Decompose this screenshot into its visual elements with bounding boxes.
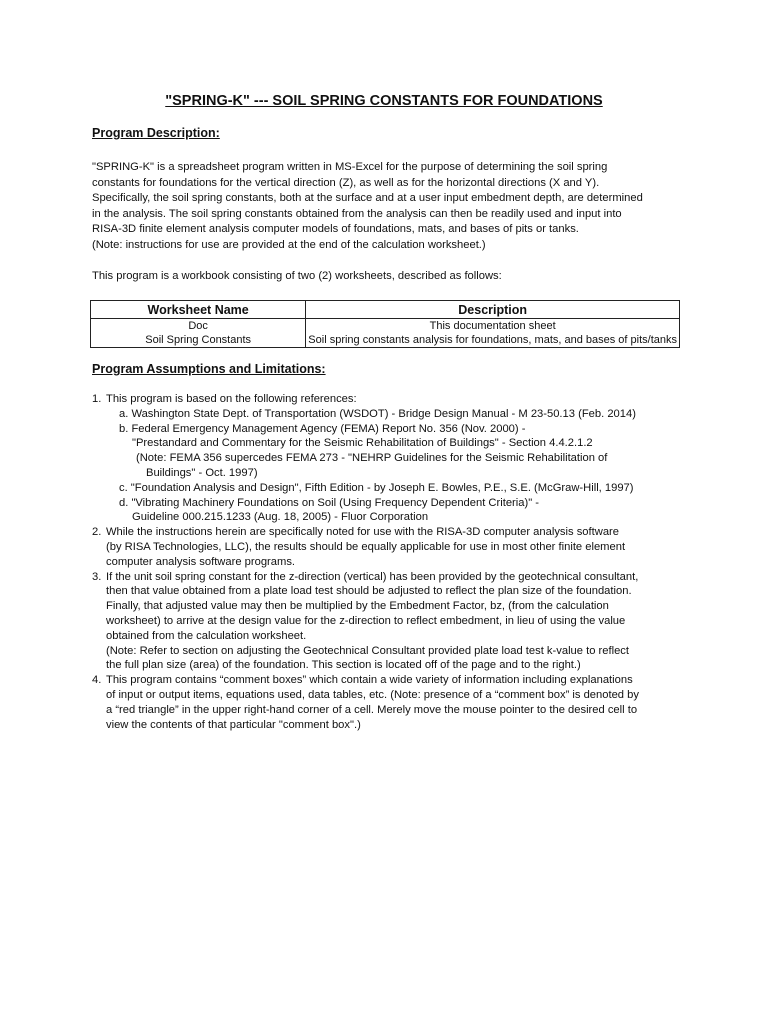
worksheet-table xyxy=(90,300,680,348)
worksheet-name-cell: Doc xyxy=(91,319,306,334)
description-line: Specifically, the soil spring constants, both at the surface and at a user input embedment depth, are determined xyxy=(92,192,643,204)
list-item-number: 3. xyxy=(92,570,102,583)
description-line: "SPRING-K" is a spreadsheet program written in MS-Excel for the purpose of determining the soil spring xyxy=(92,161,608,173)
list-item-text: a “red triangle” in the upper right-hand corner of a cell. Merely move the mouse pointer to the desired cell to xyxy=(106,703,638,716)
description-line: RISA-3D finite element analysis computer models of foundations, mats, and bases of pits or tanks. xyxy=(92,223,579,235)
list-item-text: If the unit soil spring constant for the z-direction (vertical) has been provided by the geotechnical consultant, xyxy=(106,570,639,583)
assumptions-heading: Program Assumptions and Limitations: xyxy=(92,362,326,376)
program-description-paragraph xyxy=(92,160,643,253)
list-item-text: (by RISA Technologies, LLC), the results should be equally applicable for use in most other finite element xyxy=(106,540,626,553)
list-item-text: (Note: FEMA 356 supercedes FEMA 273 - "NEHRP Guidelines for the Seismic Rehabilitation of xyxy=(136,452,608,465)
table-header-row xyxy=(91,301,680,319)
list-item-text: then that value obtained from a plate load test should be adjusted to reflect the plan size of the foundation. xyxy=(106,585,632,598)
worksheet-description-cell: This documentation sheet xyxy=(306,319,680,334)
list-item-text: computer analysis software programs. xyxy=(106,555,296,568)
list-item-number: 1. xyxy=(92,393,102,405)
program-description-heading: Program Description: xyxy=(92,126,220,140)
list-item-text: Guideline 000.215.1233 (Aug. 18, 2005) - Fluor Corporation xyxy=(132,511,429,524)
list-item-text: worksheet) to arrive at the design value for the z-direction to reflect embedment, in lieu of using the value xyxy=(106,614,626,627)
list-item-text: This program contains “comment boxes” which contain a wide variety of information including explanations xyxy=(106,674,633,687)
worksheet-name-cell: Soil Spring Constants xyxy=(91,333,306,348)
list-item-number: 2. xyxy=(92,526,102,539)
list-item-text: This program is based on the following references: xyxy=(106,393,357,405)
list-item-text: the full plan size (area) of the foundation. This section is located off of the page and to the right.) xyxy=(106,659,581,672)
list-item-text: Buildings" - Oct. 1997) xyxy=(146,466,258,479)
document-title: "SPRING-K" --- SOIL SPRING CONSTANTS FOR FOUNDATIONS xyxy=(165,93,603,109)
list-item-text: c. "Foundation Analysis and Design", Fifth Edition - by Joseph E. Bowles, P.E., S.E. (McGraw-Hill, 1997) xyxy=(119,481,634,494)
list-item-text: view the contents of that particular "comment box".) xyxy=(106,718,361,731)
table-row xyxy=(91,319,680,334)
description-line: constants for foundations for the vertical direction (Z), as well as for the horizontal directions (X and Y). xyxy=(92,176,600,189)
list-item-text: (Note: Refer to section on adjusting the Geotechnical Consultant provided plate load test k-value to reflect xyxy=(106,644,630,657)
list-item-text: Finally, that adjusted value may then be multiplied by the Embedment Factor, bz, (from the calculation xyxy=(106,600,609,613)
table-row xyxy=(91,333,680,348)
workbook-intro-line: This program is a workbook consisting of two (2) worksheets, described as follows: xyxy=(92,270,502,282)
description-line: in the analysis. The soil spring constants obtained from the analysis can then be readily used and input into xyxy=(92,207,622,220)
list-item-text: a. Washington State Dept. of Transportation (WSDOT) - Bridge Design Manual - M 23-50.13 (Feb. 2014) xyxy=(119,407,636,420)
list-item-text: While the instructions herein are specifically noted for use with the RISA-3D computer analysis software xyxy=(106,526,619,539)
column-header-worksheet-name: Worksheet Name xyxy=(91,301,306,319)
list-item-text: "Prestandard and Commentary for the Seismic Rehabilitation of Buildings" - Section 4.4.2.1.2 xyxy=(132,437,593,450)
worksheet-description-cell: Soil spring constants analysis for foundations, mats, and bases of pits/tanks xyxy=(306,333,680,348)
list-item-number: 4. xyxy=(92,674,102,687)
list-item-text: obtained from the calculation worksheet. xyxy=(106,629,307,642)
description-line: (Note: instructions for use are provided at the end of the calculation worksheet.) xyxy=(92,238,486,251)
list-item-text: d. "Vibrating Machinery Foundations on Soil (Using Frequency Dependent Criteria)" - xyxy=(119,496,540,509)
column-header-description: Description xyxy=(306,301,680,319)
list-item-text: of input or output items, equations used, data tables, etc. (Note: presence of a “comment box” is denoted by xyxy=(106,688,639,701)
list-item-text: b. Federal Emergency Management Agency (FEMA) Report No. 356 (Nov. 2000) - xyxy=(119,422,526,435)
